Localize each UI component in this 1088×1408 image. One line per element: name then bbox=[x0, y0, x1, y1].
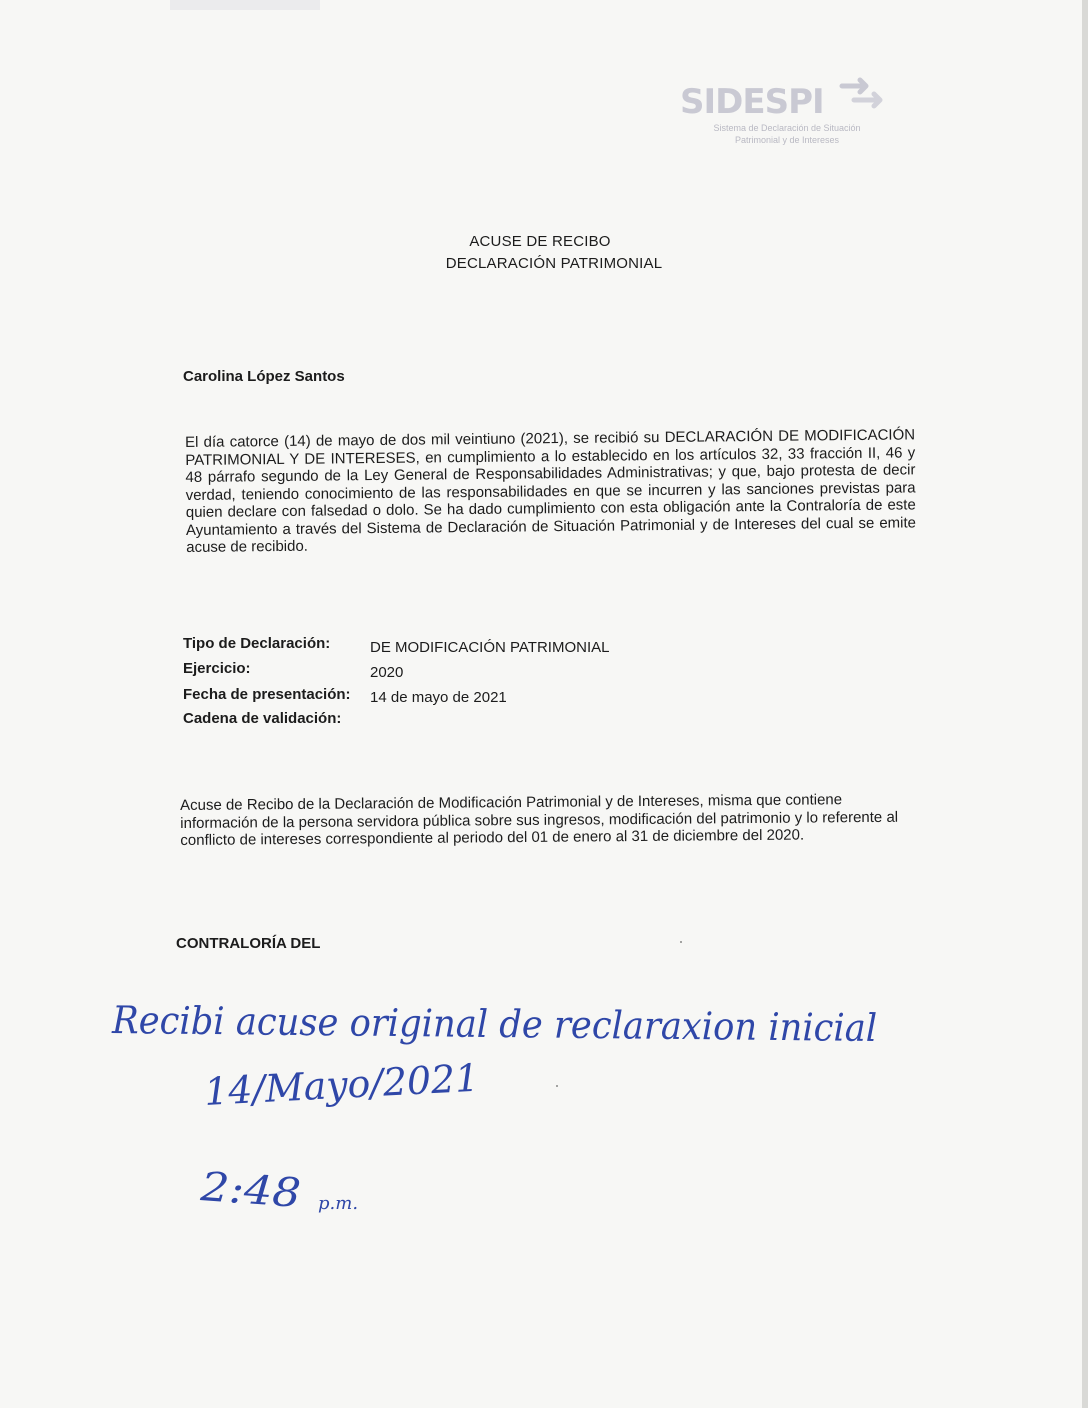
cadena-validacion-label: Cadena de validación: bbox=[183, 710, 342, 727]
contraloria-heading: CONTRALORÍA DEL bbox=[176, 935, 321, 952]
handwritten-pm: p.m. bbox=[318, 1193, 359, 1214]
fecha-presentacion-value: 14 de mayo de 2021 bbox=[370, 689, 507, 706]
scan-smudge bbox=[170, 0, 320, 10]
logo-subtitle-line2: Patrimonial y de Intereses bbox=[734, 135, 840, 145]
logo-subtitle-line1: Sistema de Declaración de Situación bbox=[713, 123, 861, 133]
fecha-presentacion-label: Fecha de presentación: bbox=[183, 686, 351, 703]
document-subtitle: DECLARACIÓN PATRIMONIAL bbox=[445, 255, 663, 272]
scan-speck bbox=[680, 941, 682, 943]
double-arrow-icon bbox=[836, 74, 890, 118]
tipo-declaracion-value: DE MODIFICACIÓN PATRIMONIAL bbox=[370, 639, 610, 656]
sidespi-logo bbox=[680, 72, 900, 152]
handwritten-receipt-line: Recibi acuse original de reclaraxion inicial bbox=[111, 998, 936, 1051]
handwritten-note bbox=[0, 975, 1088, 1235]
ejercicio-value: 2020 bbox=[370, 664, 404, 681]
recipient-name: Carolina López Santos bbox=[183, 368, 345, 385]
logo-wordmark: SIDESPI bbox=[680, 82, 824, 122]
summary-paragraph: Acuse de Recibo de la Declaración de Modificación Patrimonial y de Intereses, misma que contiene información de la persona servidora pública sobre sus ingresos, modificación del patrimonio y lo referente al conflicto de intereses correspondiente al periodo del 01 de enero al 31 de diciembre del 2020. bbox=[180, 791, 899, 849]
tipo-declaracion-label: Tipo de Declaración: bbox=[183, 635, 331, 652]
handwritten-date: 14/Mayo/2021 bbox=[203, 1055, 482, 1114]
handwritten-time: 2:48 bbox=[199, 1164, 293, 1217]
ejercicio-label: Ejercicio: bbox=[183, 660, 251, 677]
document-title: ACUSE DE RECIBO bbox=[469, 233, 611, 250]
body-paragraph: El día catorce (14) de mayo de dos mil veintiuno (2021), se recibió su DECLARACIÓN DE MODIFICACIÓN PATRIMONIAL Y DE INTERESES, en cumplimiento a lo establecido en los artículos 32, 33 fracción II, 46 y 48 párrafo segundo de la Ley General de Responsabilidades Administrativas; y que, bajo protesta de decir verdad, teniendo conocimiento de las responsabilidades en que se incurren y las sanciones previstas para quien declare con falsedad o dolo. Se ha dado cumplimiento con esta obligación ante la Contraloría de este Ayuntamiento a través del Sistema de Declaración de Situación Patrimonial y de Intereses del cual se emite acuse de recibido. bbox=[185, 426, 917, 556]
